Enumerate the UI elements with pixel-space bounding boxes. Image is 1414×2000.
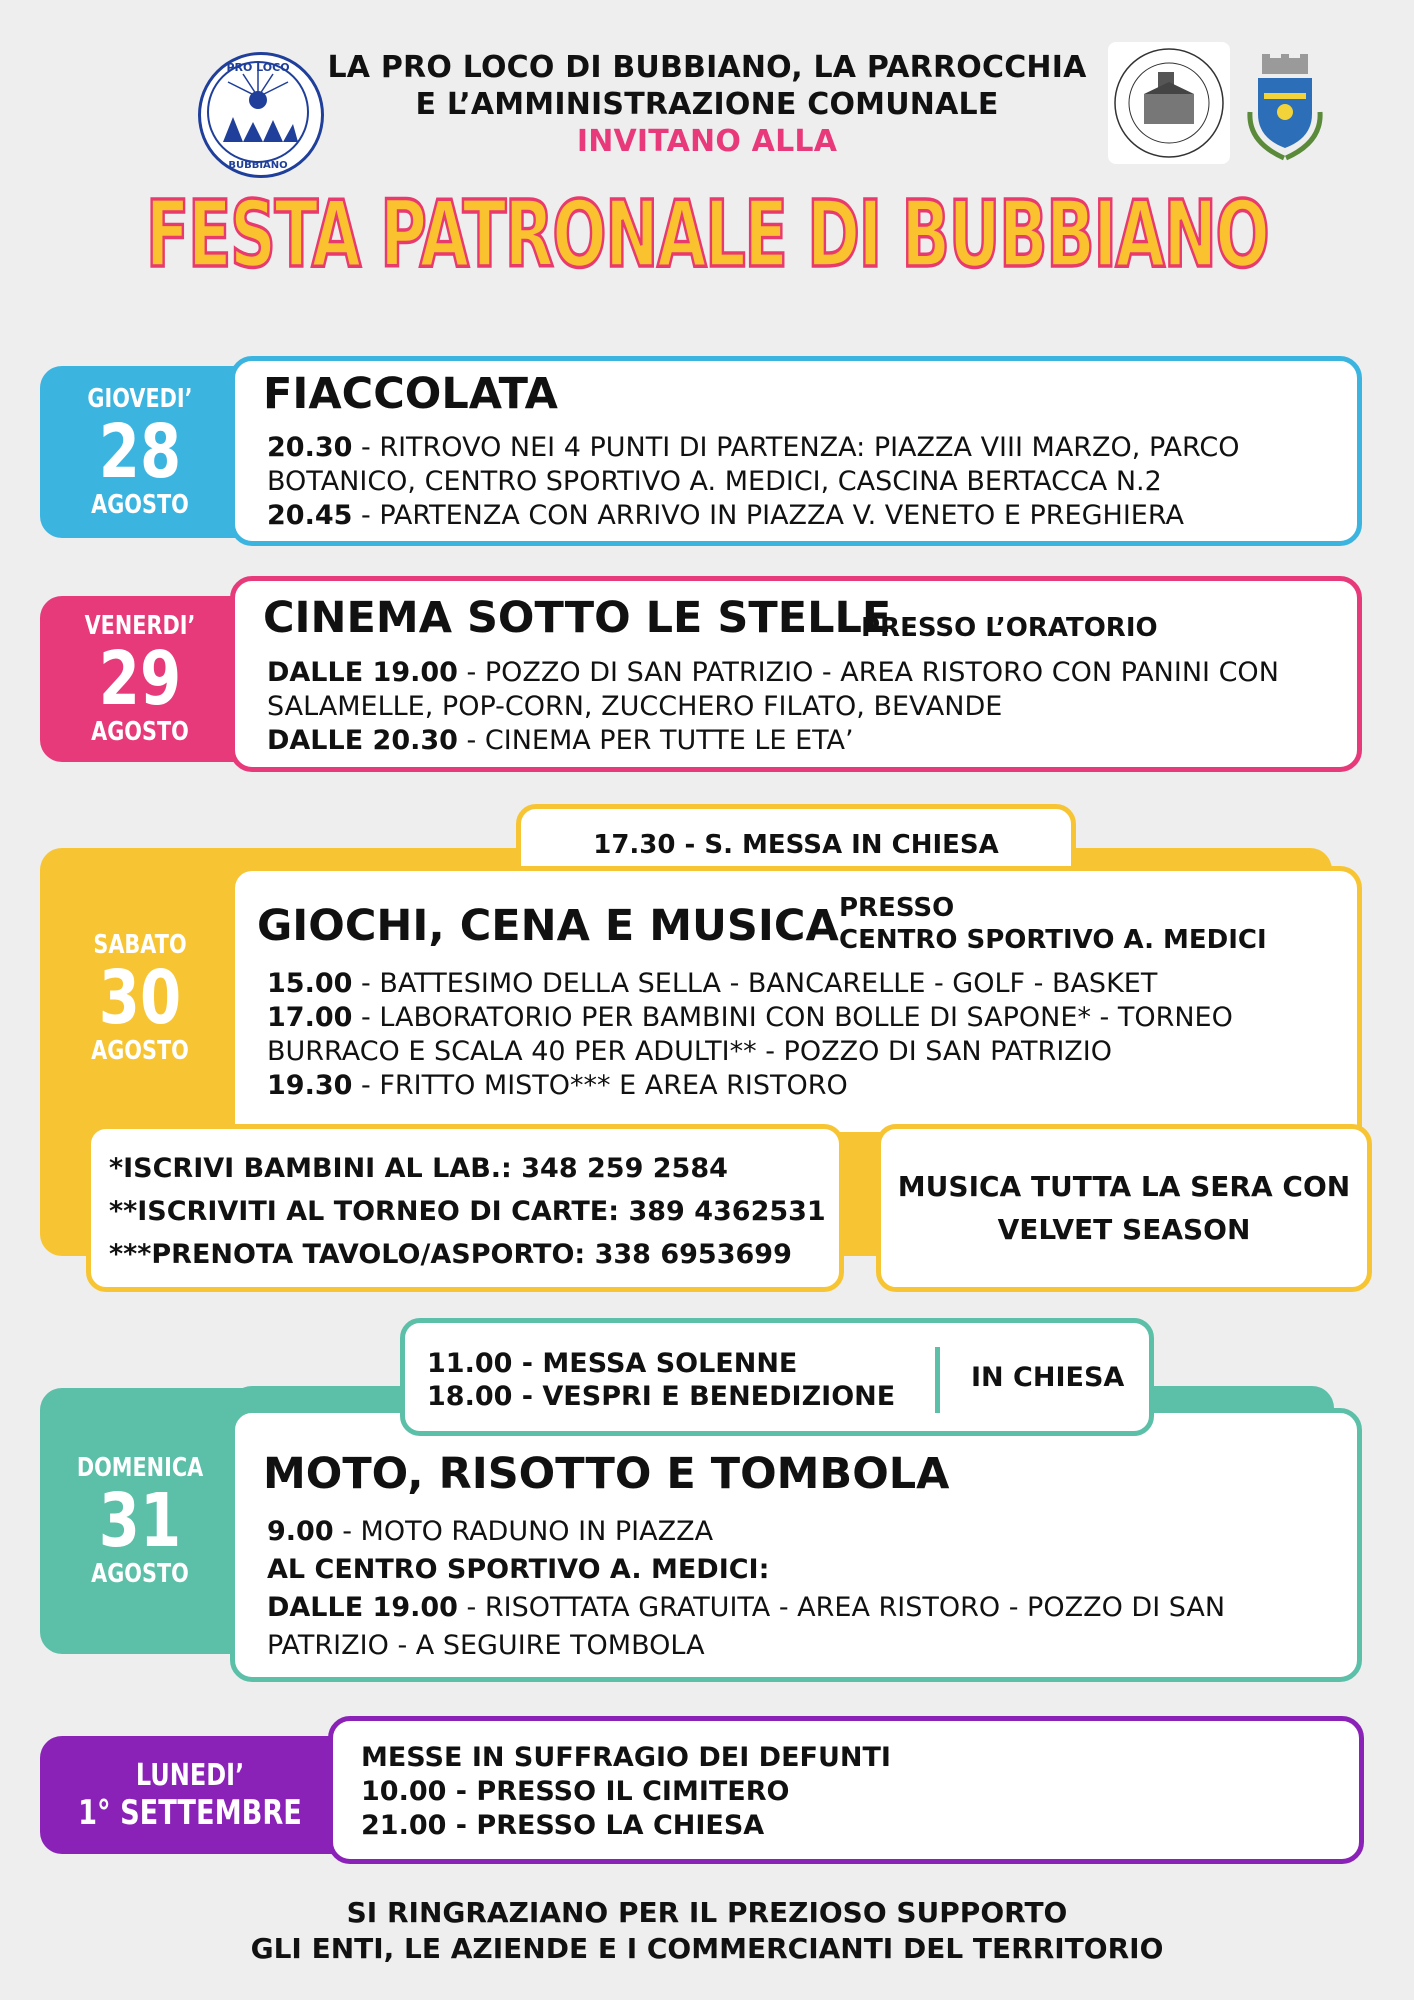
- month: AGOSTO: [91, 490, 189, 520]
- music-line-2: VELVET SEASON: [997, 1213, 1251, 1246]
- event-details: DALLE 19.00 - POZZO DI SAN PATRIZIO - AREA RISTORO CON PANINI CON SALAMELLE, POP-CORN, ZUCCHERO FILATO, BEVANDE DALLE 20.30 - CINEMA PER TUTTE LE ETA’: [267, 657, 1279, 756]
- event-details: 20.30 - RITROVO NEI 4 PUNTI DI PARTENZA: PIAZZA VIII MARZO, PARCO BOTANICO, CENTRO SPORTIVO A. MEDICI, CASCINA BERTACCA N.2 20.45 - PARTENZA CON ARRIVO IN PIAZZA V. VENETO E PREGHIERA: [267, 432, 1240, 531]
- day-number: 28: [98, 409, 182, 495]
- sunday-mass-pill: [400, 1318, 1154, 1436]
- event-location: PRESSO L’ORATORIO: [861, 613, 1158, 643]
- weekday: GIOVEDI’: [87, 384, 193, 414]
- weekday: VENERDI’: [84, 611, 196, 641]
- month: AGOSTO: [91, 1559, 189, 1589]
- event-card-fiaccolata: [230, 356, 1362, 546]
- event-card-defunti: [328, 1716, 1364, 1864]
- note-prenota: ***PRENOTA TAVOLO/ASPORTO: 338 6953699: [109, 1239, 792, 1270]
- event-details: 15.00 - BATTESIMO DELLA SELLA - BANCARELLE - GOLF - BASKET 17.00 - LABORATORIO PER BAMBINI CON BOLLE DI SAPONE* - TORNEO BURRACO E SCALA 40 PER ADULTI** - POZZO DI SAN PATRIZIO 19.30 - FRITTO MISTO*** E AREA RISTORO: [267, 968, 1233, 1101]
- note-torneo: **ISCRIVITI AL TORNEO DI CARTE: 389 4362531: [109, 1196, 826, 1227]
- pill-divider: [935, 1347, 940, 1413]
- event-location-1: PRESSO: [839, 893, 955, 923]
- logo-text-top: PRO LOCO: [226, 61, 290, 74]
- parish-seal: [1108, 42, 1230, 164]
- municipal-coat-of-arms: [1240, 52, 1330, 164]
- event-details: MESSE IN SUFFRAGIO DEI DEFUNTI 10.00 - PRESSO IL CIMITERO 21.00 - PRESSO LA CHIESA: [361, 1742, 891, 1841]
- music-box: [876, 1124, 1372, 1292]
- event-card-cinema: [230, 576, 1362, 772]
- music-line-1: MUSICA TUTTA LA SERA CON: [897, 1170, 1351, 1203]
- footer-line-2: GLI ENTI, LE AZIENDE E I COMMERCIANTI DEL TERRITORIO: [250, 1932, 1164, 1965]
- event-title: CINEMA SOTTO LE STELLE: [263, 593, 892, 643]
- weekday: SABATO: [93, 930, 187, 960]
- registration-notes: [86, 1124, 844, 1292]
- event-title: GIOCHI, CENA E MUSICA: [257, 901, 839, 951]
- header-line-2: E L’AMMINISTRAZIONE COMUNALE: [415, 87, 999, 122]
- note-lab: *ISCRIVI BAMBINI AL LAB.: 348 259 2584: [109, 1153, 728, 1184]
- footer-line-1: SI RINGRAZIANO PER IL PREZIOSO SUPPORTO: [346, 1896, 1068, 1929]
- date-tab-1-settembre: [40, 1736, 370, 1854]
- event-card-moto: [230, 1408, 1362, 1682]
- event-details: 9.00 - MOTO RADUNO IN PIAZZA AL CENTRO SPORTIVO A. MEDICI: DALLE 19.00 - RISOTTATA GRATUITA - AREA RISTORO - POZZO DI SAN PATRIZIO - A SEGUIRE TOMBOLA: [267, 1516, 1226, 1661]
- date: 1° SETTEMBRE: [78, 1792, 302, 1833]
- header-invite: INVITANO ALLA: [576, 124, 838, 159]
- event-title: FIACCOLATA: [263, 369, 558, 419]
- mass-text: 17.30 - S. MESSA IN CHIESA: [593, 830, 999, 860]
- month: AGOSTO: [91, 1036, 189, 1066]
- month: AGOSTO: [91, 717, 189, 747]
- event-title: MOTO, RISOTTO E TOMBOLA: [263, 1449, 950, 1499]
- day-number: 31: [98, 1478, 182, 1564]
- mass-solenne: 11.00 - MESSA SOLENNE: [427, 1348, 798, 1379]
- logo-text-bottom: BUBBIANO: [228, 160, 288, 171]
- day-number: 30: [98, 955, 182, 1041]
- event-location-2: CENTRO SPORTIVO A. MEDICI: [839, 925, 1267, 955]
- vespri: 18.00 - VESPRI E BENEDIZIONE: [427, 1381, 896, 1412]
- in-chiesa: IN CHIESA: [971, 1362, 1125, 1393]
- event-card-giochi: [230, 866, 1362, 1132]
- weekday: DOMENICA: [76, 1453, 204, 1483]
- header-line-1: LA PRO LOCO DI BUBBIANO, LA PARROCCHIA: [327, 50, 1087, 85]
- day-number: 29: [98, 636, 182, 722]
- poster-title: FESTA PATRONALE DI BUBBIANO: [145, 181, 1269, 288]
- weekday: LUNEDI’: [135, 1757, 245, 1793]
